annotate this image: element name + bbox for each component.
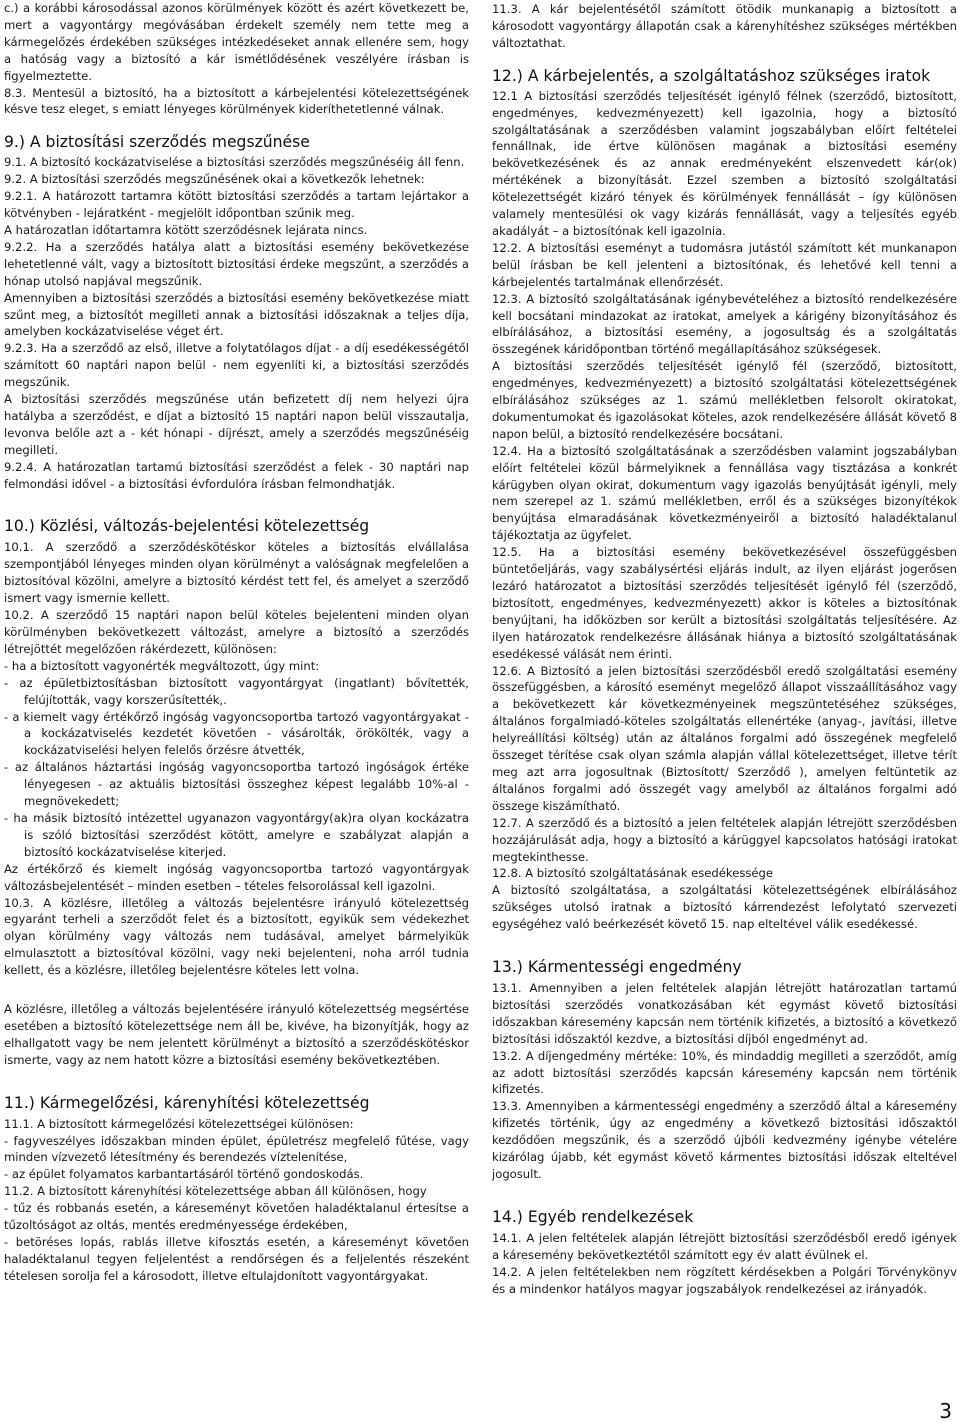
paragraph-9-2-2-b: Amennyiben a biztosítási szerződés a biztosítási esemény bekövetkezése miatt szűnt meg, a biztosítót megilleti annak a biztosítási időszaknak a teljes díja, amelyben kockázatviselése véget ért. [4,290,469,339]
list-item: - ha másik biztosító intézettel ugyanazon vagyontárgy(ak)ra olyan kockázatra is szóló biztosítási szerződést kötött, amelyre e szabályzat alapján a biztosító kockázatviselése kiterjed. [4,810,469,859]
heading-section-12: 12.) A kárbejelentés, a szolgáltatáshoz szükséges iratok [492,66,931,85]
paragraph-14-2: 14.2. A jelen feltételekben nem rögzített kérdésekben a Polgári Törvénykönyv és a mindenkor hatályos magyar jogszabályok rendelkezései az irányadók. [492,1264,957,1296]
paragraph-9-2-1-b: A határozatlan időtartamra kötött szerződésnek lejárata nincs. [4,222,368,237]
paragraph-10-2-b: Az értékőrző és kiemelt ingóság vagyoncsoportba tartozó vagyontárgyak változásbejelentését – minden esetben – tételes felsorolással kell igazolni. [4,861,469,893]
paragraph-12-7: 12.7. A szerződő és a biztosító a jelen feltételek alapján létrejött szerződésben hozzájárulását adja, hogy a biztosító a kárüggyel kapcsolatos hatósági iratokat megtekinthesse. [492,815,957,864]
paragraph-12-1: 12.1 A biztosítási szerződés teljesítését igénylő félnek (szerződő, biztosított, engedményes, kedvezményezett) kell igazolnia, hogy a biztosító szolgáltatásának a szerződésben valamint jogszabályban előírt feltételei fennállnak, ide értve különösen magának a biztosítási esemény bekövetkezésének és az annak eredményeként elszenvedett kár(ok) mértékének a bizonyítását. Ezzel szemben a biztosító szolgáltatási kötelezettségét kizáró tények és körülmények fennállását – így különösen valamely mentesülési ok vagy kizárás fennállását, vagy a teljesítés egyéb akadályát – a biztosítónak kell igazolnia. [492,88,957,238]
paragraph-12-5: 12.5. Ha a biztosítási esemény bekövetkezésével összefüggésben büntetőeljárás, vagy szabálysértési eljárás indult, az ilyen eljárást jogerősen lezáró határozatot a biztosítási szerződés teljesítését igénylő fél (szerződő, biztosított, engedményes, kedvezményezett) akkor is köteles a biztosítónak benyújtani, ha időközben sor került a biztosítási szolgáltatás teljesítésére. Az ilyen határozatok rendelkezésre állásának hiánya a biztosító szolgáltatásának esedékessé válását nem érinti. [492,545,957,661]
heading-section-11: 11.) Kármegelőzési, kárenyhítési kötelezettség [4,1093,370,1112]
list-item: - az általános háztartási ingóság vagyoncsoportba tartozó ingóságok értéke lényegesen - az aktuális biztosítási összeghez képest legalább 10%-al - megnövekedett; [4,760,469,809]
paragraph-11-2-b: - betöréses lopás, rablás illetve kifosztás esetén, a káreseményt követően haladéktalanul tegyen feljelentést a rendőrségen és a feljelentés részeként tételesen sorolja fel a károsodott, illetve eltulajdonított vagyontárgyakat. [4,1235,469,1283]
paragraph-9-2-2: 9.2.2. Ha a szerződés hatálya alatt a biztosítási esemény bekövetkezése lehetetlenné vált, vagy a biztosított biztosítási érdeke megszűnt, a szerződés a hónap utolsó napjával megszűnik. [4,239,469,288]
paragraph-11-2: 11.2. A biztosított kárenyhítési kötelezettsége abban áll különösen, hogy [4,1184,427,1199]
paragraph-12-6: 12.6. A Biztosító a jelen biztosítási szerződésből eredő szolgáltatási esemény összefüggésben, a károsító eseményt megelőző állapot visszaállításához vagy a bekövetkezett kár következményeinek megszüntetéséhez szükséges, általános forgalmiadó-köteles szolgáltatás ellenértéke (anyag-, javítási, illetve helyreállítási költség) után az általános forgalmi adó összegének megfelelő összeget térítése csak olyan számla alapján vállal kötelezettséget, illetve térít meg azt arra jogosultnak (Biztosított/ Szerződő ), amelyen feltüntetik az általános forgalmi adó összegét vagy amelyből az általános forgalmi adó összege kiszámítható. [492,663,957,813]
right-column [492,1,957,1298]
list-item: - ha a biztosított vagyonérték megváltozott, úgy mint: [4,658,320,673]
paragraph-14-1: 14.1. A jelen feltételek alapján létrejött biztosítási szerződésből eredő igények a káresemény bekövetkeztétől számított egy év alatt évülnek el. [492,1230,957,1262]
paragraph-12-8: 12.8. A biztosító szolgáltatásának esedékessége [492,866,774,881]
paragraph-9-1: 9.1. A biztosító kockázatviselése a biztosítási szerződés megszűnéséig áll fenn. [4,155,465,170]
paragraph-9-2-1: 9.2.1. A határozott tartamra kötött biztosítási szerződés a tartam lejártakor a kötvényben - lejáratként - megjelölt időpontban szűnik meg. [4,189,469,221]
paragraph-9-2: 9.2. A biztosítási szerződés megszűnésének okai a következők lehetnek: [4,172,425,187]
paragraph-10-2: 10.2. A szerződő 15 naptári napon belül köteles bejelenteni minden olyan körülményben bekövetkezett változást, amelyre a biztosító a szerződés létrejöttét megelőzően rákérdezett, különösen: [4,608,469,656]
heading-section-13: 13.) Kármentességi engedmény [492,958,742,977]
paragraph-9-2-4: 9.2.4. A határozatlan tartamú biztosítási szerződést a felek - 30 naptári nap felmondási idővel - a biztosítási évfordulóra írásban felmondhatják. [4,459,469,491]
list-item: - a kiemelt vagy értékőrző ingóság vagyoncsoportba tartozó vagyontárgyakat - a kockázatviselés kezdetét követően - vásárolták, örökölték, vagy a kockázatviselési helyen felelős őrzésre átvették, [4,709,469,758]
page-number: 3 [939,1399,952,1423]
paragraph-13-3: 13.3. Amennyiben a kármentességi engedmény a szerződő által a káresemény kifizetés történik, úgy az engedmény a következő biztosítási időszaktól kezdődően megszűnik, és a szerződő újbóli kedvezmény igénybe vételére kizárólag újabb, két egymást követő kármentes biztosítási időszak elteltével jogosult. [492,1099,957,1181]
list-item: - az épületbiztosításban biztosított vagyontárgyat (ingatlant) bővítették, felújították, vagy korszerűsítették,. [4,675,469,707]
paragraph-9-2-3-b: A biztosítási szerződés megszűnése után befizetett díj nem helyezi újra hatályba a szerződést, e díjat a biztosító 15 naptári napon belül visszautalja, levonva belőle azt a - két hónapi - díjrészt, amely a szerződés megszűnéséig megilleti. [4,392,469,457]
heading-section-9: 9.) A biztosítási szerződés megszűnése [4,133,310,152]
paragraph-11-1-b: - az épület folyamatos karbantartásáról történő gondoskodás. [4,1167,364,1182]
heading-section-10: 10.) Közlési, változás-bejelentési kötelezettség [4,517,370,536]
heading-section-14: 14.) Egyéb rendelkezések [492,1207,694,1226]
paragraph-9-2-3: 9.2.3. Ha a szerződő az első, illetve a folytatólagos díjat - a díj esedékességétől számított 60 naptári napon belül - nem egyenlíti ki, a biztosítási szerződés megszűnik. [4,341,469,390]
paragraph-8-3: 8.3. Mentesül a biztosító, ha a biztosított a kárbejelentési kötelezettségének késve tesz eleget, s emiatt lényeges körülmények kideríthetetlenné válnak. [4,85,469,117]
paragraph-10-4: A közlésre, illetőleg a változás bejelentésére irányuló kötelezettség megsértése esetében a biztosító kötelezettsége nem áll be, kivéve, ha bizonyítják, hogy az elhallgatott vagy be nem jelentett körülményt a biztosító a szerződéskötéskor ismerte, vagy az nem hatott közre a biztosítási esemény bekövetkeztében. [4,1002,469,1067]
paragraph-11-3: 11.3. A kár bejelentésétől számított ötödik munkanapig a biztosított a károsodott vagyontárgy állapotán csak a kárenyhítéshez szükséges mértékben változtathat. [492,2,957,50]
paragraph-11-1-a: - fagyveszélyes időszakban minden épület, épületrész megfelelő fűtése, vagy minden vízvezető létesítmény és berendezés víztelenítése, [4,1133,469,1165]
paragraph-12-8-b: A biztosító szolgáltatása, a szolgáltatási kötelezettségének elbírálásához szükséges utolsó iratnak a biztosító kárrendezést lefolytató szervezeti egységéhez való beérkezését követő 15. nap elteltével válik esedékessé. [492,883,957,932]
paragraph-13-2: 13.2. A díjengedmény mértéke: 10%, és mindaddig megilleti a szerződőt, amíg az adott biztosítási szerződés kapcsán káresemény kapcsán nem történik kifizetés. [492,1048,957,1097]
left-column [4,0,469,1285]
paragraph-12-4: 12.4. Ha a biztosító szolgáltatásának a szerződésben valamint jogszabályban előírt feltételei közül bármelyiknek a fennállása vagy tisztázása a konkrét kárügyben olyan okirat, dokumentum vagy igazolás benyújtását igényli, mely nem szerepel az 1. számú mellékletben, erről és a szükséges bizonyítékok benyújtása elmaradásának következményeiről a biztosító haladéktalanul tájékoztatja az ügyfelet. [492,443,957,543]
paragraph-10-3: 10.3. A közlésre, illetőleg a változás bejelentésre irányuló kötelezettség egyaránt terheli a szerződőt felet és a biztosított, egyikük sem védekezhet olyan körülmény vagy változás nem tudásával, amelyet bármelyikük elmulasztott a biztosítóval közölni, vagy neki bejelenteni, noha arról tudnia kellett, és a közlésre, illetőleg bejelentésre köteles lett volna. [4,895,469,978]
paragraph-10-1: 10.1. A szerződő a szerződéskötéskor köteles a biztosítás elvállalása szempontjából lényeges minden olyan körülményt a valóságnak megfelelően a biztosítóval közölni, amelyre a biztosító kérdést tett fel, és amelyet a szerződő ismert vagy ismernie kellett. [4,540,469,606]
paragraph-8-2-c: c.) a korábbi károsodással azonos körülmények között és azért következett be, mert a vagyontárgy megóvásában érdekelt személy nem tette meg a kármegelőzés érdekében szükséges intézkedéseket annak ellenére sem, hogy a hatóság vagy a biztosító a kár ismétlődésének veszélyére írásban is figyelmeztette. [4,1,469,83]
paragraph-11-1: 11.1. A biztosított kármegelőzési kötelezettségei különösen: [4,1116,354,1131]
paragraph-11-2-a: - tűz és robbanás esetén, a káreseményt követően haladéktalanul értesítse a tűzoltóságot az oltás, mentés eredményessége érdekében, [4,1201,469,1233]
paragraph-13-1: 13.1. Amennyiben a jelen feltételek alapján létrejött határozatlan tartamú biztosítási szerződés vonatkozásában két egymást követő biztosítási időszakban káresemény kapcsán nem történik kifizetés, a biztosító a következő biztosítási időszaktól kezdve, a biztosítási díjból engedményt ad. [492,981,957,1046]
paragraph-12-3: 12.3. A biztosító szolgáltatásának igénybevételéhez a biztosító rendelkezésére kell bocsátani mindazokat az iratokat, amelyek a kárigény bizonyításához és elbírálásához, a biztosítási esemény, a jogosultság és a szolgáltatás összegének káridőpontban történő megállapításához szükségesek. [492,291,957,357]
paragraph-12-3-b: A biztosítási szerződés teljesítését igénylő fél (szerződő, biztosított, engedményes, kedvezményezett) a biztosító szolgáltatási kötelezettségének elbírálásához szükséges az 1. számú mellékletben felsorolt okiratokat, dokumentumokat és igazolásokat köteles, azok rendelkezésére állását követő 8 napon belül, a biztosító rendelkezésére bocsátani. [492,359,957,441]
paragraph-12-2: 12.2. A biztosítási eseményt a tudomásra jutástól számított két munkanapon belül írásban be kell jelenteni a biztosítónak, és lehetővé kell tenni a kárbejelentés tartalmának ellenőrzését. [492,240,957,289]
